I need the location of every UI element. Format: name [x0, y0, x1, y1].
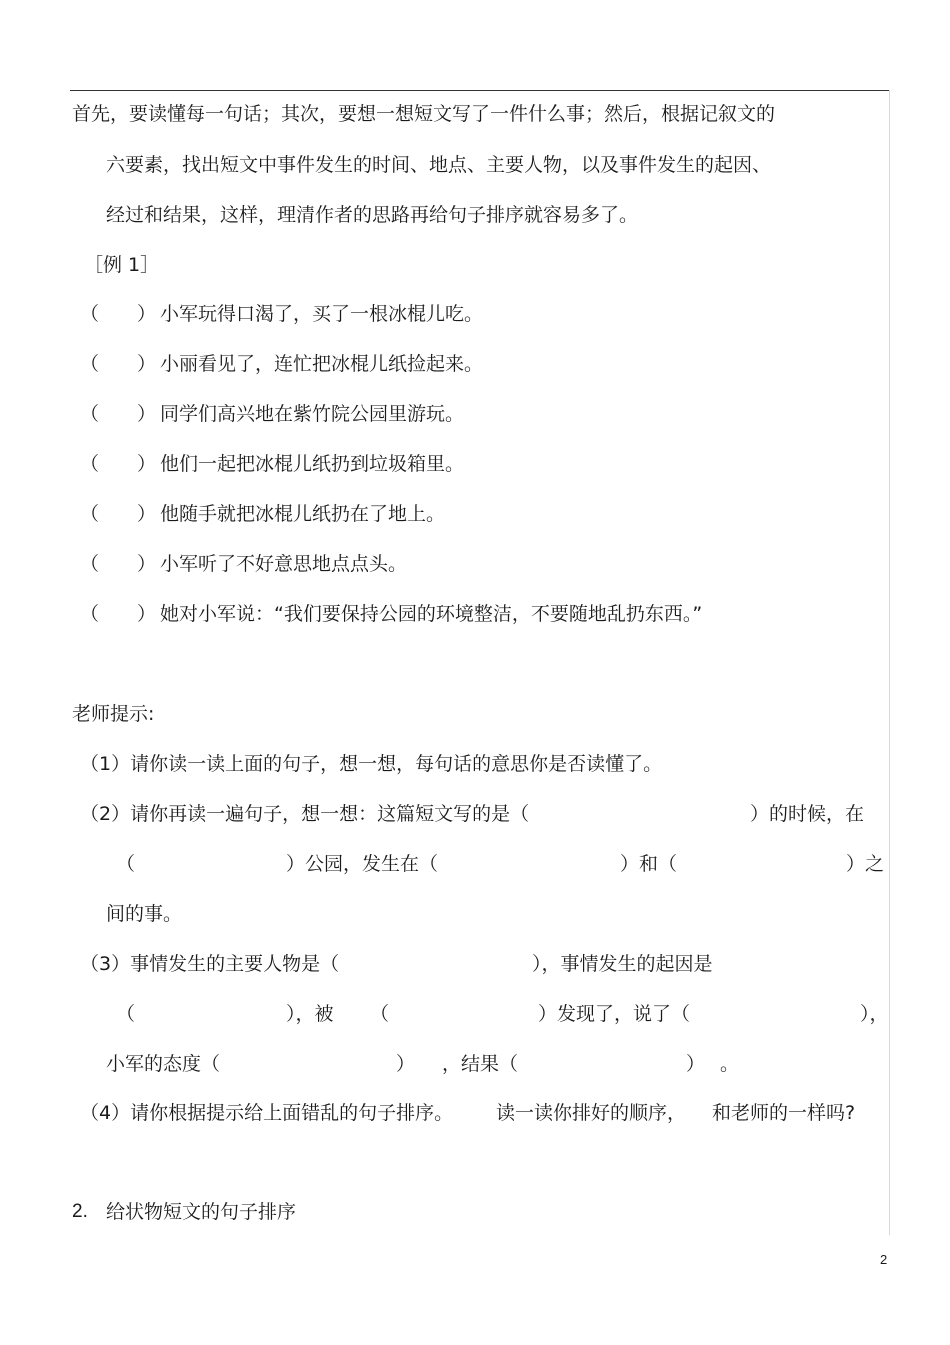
hint-2-text: （2）请你再读一遍句子，想一想：这篇短文写的是（	[80, 803, 530, 825]
intro-line-3: 经过和结果，这样，理清作者的思路再给句子排序就容易多了。	[106, 204, 639, 226]
hint-3-text: ，结果（	[442, 1053, 519, 1075]
hints-title: 老师提示:	[72, 703, 155, 725]
hint-3-text: ），事情发生的起因是	[532, 953, 713, 975]
hint-3-text: ），被	[286, 1003, 334, 1025]
hint-2-text: 间的事。	[106, 903, 183, 925]
page-number: 2	[880, 1252, 888, 1267]
answer-bracket[interactable]: （ ）	[80, 303, 157, 325]
hint-1: （1）请你读一读上面的句子，想一想，每句话的意思你是否读懂了。	[80, 753, 663, 775]
sentence-text: 同学们高兴地在紫竹院公园里游玩。	[160, 403, 465, 425]
intro-line-2: 六要素，找出短文中事件发生的时间、地点、主要人物，以及事件发生的起因、	[106, 154, 772, 176]
hint-2-text: ）和（	[620, 853, 678, 875]
hint-3-text: 小军的态度（	[106, 1053, 221, 1075]
section-title: 给状物短文的句子排序	[106, 1201, 297, 1223]
hint-2-text: ）之	[846, 853, 885, 875]
hint-3-text: ）发现了，说了（	[538, 1003, 691, 1025]
intro-line-1: 首先，要读懂每一句话；其次，要想一想短文写了一件什么事；然后，根据记叙文的	[72, 103, 776, 125]
answer-bracket[interactable]: （ ）	[80, 603, 157, 625]
sentence-text: 小丽看见了，连忙把冰棍儿纸捡起来。	[160, 353, 484, 375]
hint-3-text: （	[370, 1003, 390, 1025]
hint-4-text: 读一读你排好的顺序，	[496, 1102, 687, 1124]
hint-3-text: （	[116, 1003, 136, 1025]
hint-2-text: ）的时候，在	[750, 803, 865, 825]
hint-3-text: （3）事情发生的主要人物是（	[80, 953, 340, 975]
hint-3-text: 。	[720, 1053, 740, 1075]
answer-bracket[interactable]: （ ）	[80, 553, 157, 575]
sentence-text: 她对小军说：“我们要保持公园的环境整洁，不要随地乱扔东西。”	[160, 603, 703, 625]
hint-4-text: （4）请你根据提示给上面错乱的句子排序。	[80, 1102, 454, 1124]
hint-3-text: ），	[860, 1003, 889, 1025]
hint-4-text: 和老师的一样吗?	[712, 1102, 856, 1124]
answer-bracket[interactable]: （ ）	[80, 353, 157, 375]
example-heading: ［例 1］	[84, 254, 160, 276]
sentence-text: 他们一起把冰棍儿纸扔到垃圾箱里。	[160, 453, 465, 475]
right-margin-rule	[889, 90, 890, 1235]
top-rule	[70, 90, 890, 91]
hint-2-text: （	[116, 853, 136, 875]
sentence-text: 小军玩得口渴了，买了一根冰棍儿吃。	[160, 303, 484, 325]
hint-3-text: ）	[686, 1053, 706, 1075]
answer-bracket[interactable]: （ ）	[80, 403, 157, 425]
hint-2-text: ）公园，发生在（	[286, 853, 439, 875]
sentence-text: 他随手就把冰棍儿纸扔在了地上。	[160, 503, 446, 525]
answer-bracket[interactable]: （ ）	[80, 453, 157, 475]
sentence-text: 小军听了不好意思地点点头。	[160, 553, 408, 575]
section-number: 2.	[72, 1201, 88, 1222]
answer-bracket[interactable]: （ ）	[80, 503, 157, 525]
hint-3-text: ）	[396, 1053, 416, 1075]
